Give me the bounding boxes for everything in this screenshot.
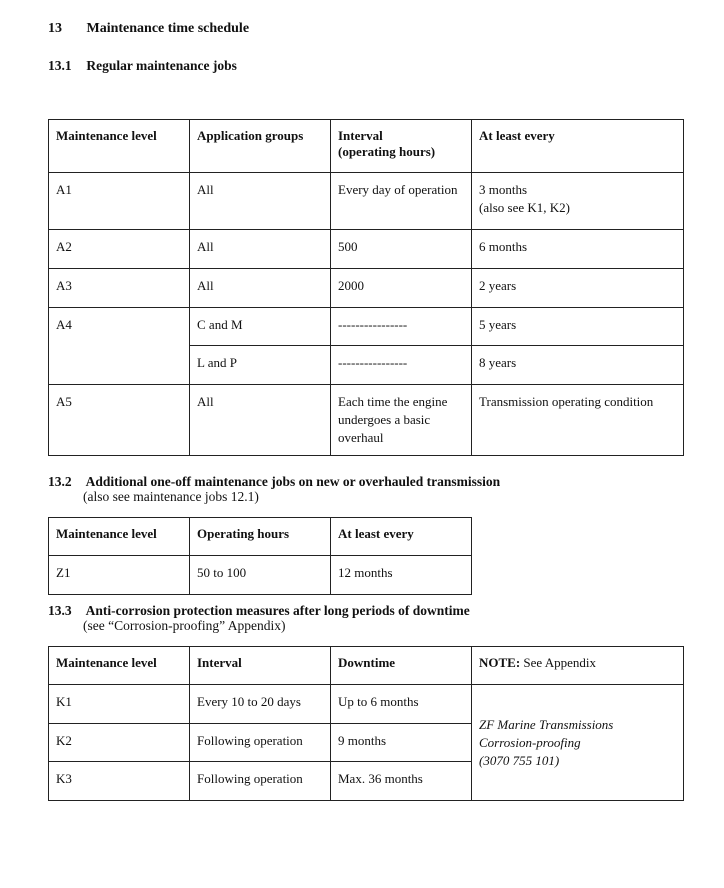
section-title: Additional one-off maintenance jobs on new or overhauled transmission bbox=[85, 474, 501, 489]
anti-corrosion-table bbox=[48, 646, 684, 801]
table-row bbox=[49, 385, 684, 456]
cell-group: All bbox=[190, 173, 331, 230]
cell-every bbox=[472, 173, 684, 230]
cell-interval: 2000 bbox=[331, 269, 472, 308]
header-note bbox=[472, 647, 684, 685]
cell-every: 8 years bbox=[472, 346, 684, 385]
cell-every: 6 months bbox=[472, 230, 684, 269]
regular-maintenance-table bbox=[48, 119, 684, 456]
cell-interval: ---------------- bbox=[331, 308, 472, 346]
cell-hours: 50 to 100 bbox=[190, 556, 331, 595]
note-label: NOTE: bbox=[479, 655, 521, 670]
cell-interval: Following operation bbox=[190, 762, 331, 801]
one-off-maintenance-table bbox=[48, 517, 472, 595]
cell-level: K3 bbox=[49, 762, 190, 801]
header-interval: Interval bbox=[190, 647, 331, 685]
header-at-least-every: At least every bbox=[331, 518, 472, 556]
cell-every: 5 years bbox=[472, 308, 684, 346]
table-row bbox=[49, 230, 684, 269]
cell-group: C and M bbox=[190, 308, 331, 346]
section-13-2-heading bbox=[48, 474, 500, 505]
cell-level: A1 bbox=[49, 173, 190, 230]
header-interval-line2: (operating hours) bbox=[338, 144, 436, 159]
table-row bbox=[49, 269, 684, 308]
header-downtime: Downtime bbox=[331, 647, 472, 685]
section-number: 13.2 bbox=[48, 474, 72, 489]
cell-downtime: Max. 36 months bbox=[331, 762, 472, 801]
cell-every: 12 months bbox=[331, 556, 472, 595]
section-13-1-heading bbox=[48, 58, 237, 74]
table-row bbox=[49, 685, 684, 724]
every-value: 3 months bbox=[479, 182, 528, 197]
cell-group: All bbox=[190, 385, 331, 456]
cell-interval: Each time the engine undergoes a basic overhaul bbox=[331, 385, 472, 456]
section-subtitle: (also see maintenance jobs 12.1) bbox=[83, 489, 259, 504]
cell-downtime: 9 months bbox=[331, 724, 472, 762]
reference-line: ZF Marine Transmissions bbox=[479, 716, 614, 732]
cell-level: A5 bbox=[49, 385, 190, 456]
section-13-3-heading bbox=[48, 603, 470, 634]
reference-line: (3070 755 101) bbox=[479, 752, 560, 768]
cell-group: L and P bbox=[190, 346, 331, 385]
section-title: Maintenance time schedule bbox=[86, 21, 250, 36]
reference-cell bbox=[472, 685, 684, 801]
cell-level: K2 bbox=[49, 724, 190, 762]
cell-group: All bbox=[190, 269, 331, 308]
header-application-groups: Application groups bbox=[190, 120, 331, 173]
section-title: Regular maintenance jobs bbox=[86, 58, 237, 73]
cell-interval: 500 bbox=[331, 230, 472, 269]
note-text: See Appendix bbox=[520, 655, 596, 670]
header-maintenance-level: Maintenance level bbox=[49, 647, 190, 685]
header-operating-hours: Operating hours bbox=[190, 518, 331, 556]
section-number: 13.1 bbox=[48, 58, 72, 73]
table-header-row bbox=[49, 647, 684, 685]
cell-interval: Following operation bbox=[190, 724, 331, 762]
header-maintenance-level: Maintenance level bbox=[49, 120, 190, 173]
cell-level: A4 bbox=[49, 308, 190, 385]
cell-every: Transmission operating condition bbox=[472, 385, 684, 456]
section-number: 13 bbox=[48, 21, 62, 36]
table-header-row bbox=[49, 518, 472, 556]
section-number: 13.3 bbox=[48, 603, 72, 618]
cell-level: A3 bbox=[49, 269, 190, 308]
every-note: (also see K1, K2) bbox=[479, 200, 570, 215]
cell-level: Z1 bbox=[49, 556, 190, 595]
cell-level: A2 bbox=[49, 230, 190, 269]
cell-interval: Every day of operation bbox=[331, 173, 472, 230]
cell-level: K1 bbox=[49, 685, 190, 724]
cell-downtime: Up to 6 months bbox=[331, 685, 472, 724]
section-title: Anti-corrosion protection measures after long periods of downtime bbox=[85, 603, 470, 618]
header-interval bbox=[331, 120, 472, 173]
cell-interval: Every 10 to 20 days bbox=[190, 685, 331, 724]
header-at-least-every: At least every bbox=[472, 120, 684, 173]
table-header-row bbox=[49, 120, 684, 173]
cell-interval: ---------------- bbox=[331, 346, 472, 385]
cell-group: All bbox=[190, 230, 331, 269]
header-maintenance-level: Maintenance level bbox=[49, 518, 190, 556]
header-interval-line1: Interval bbox=[338, 128, 383, 143]
section-13-heading bbox=[48, 21, 249, 37]
table-row bbox=[49, 556, 472, 595]
reference-line: Corrosion-proofing bbox=[479, 734, 581, 750]
table-row bbox=[49, 173, 684, 230]
section-subtitle: (see “Corrosion-proofing” Appendix) bbox=[83, 618, 286, 633]
table-row bbox=[49, 308, 684, 346]
cell-every: 2 years bbox=[472, 269, 684, 308]
